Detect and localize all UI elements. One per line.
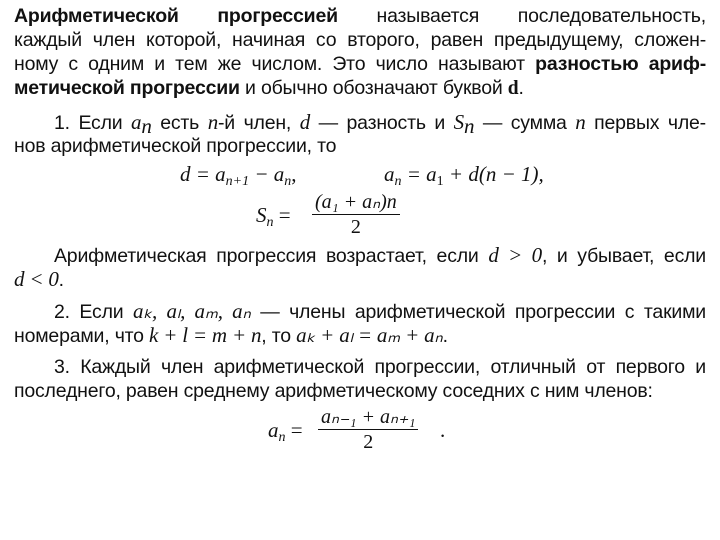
formula-nth-term: $a_n = a_1 + d(n - 1)$, [384, 162, 544, 189]
item3-line-2: последнего, равен среднему арифметическому соседних с ним членов: [14, 380, 653, 402]
formula-mean-period: . [440, 418, 446, 442]
item1-line-1: 1. Если $a_n$ есть n-й член, d — разность и $S_n$ — сумма n первых чле- [54, 110, 706, 138]
definition-line-1: Арифметической прогрессией называется последовательность, [14, 5, 706, 27]
formula-difference: $d = a_{n+1} - a_n$, [180, 162, 297, 189]
item2-line-1: 2. Если aₖ, aₗ, aₘ, aₙ — члены арифметической прогрессии с такими [54, 299, 706, 323]
item2-line-2: номерами, что k + l = m + n, то aₖ + aₗ = aₘ + aₙ. [14, 323, 448, 347]
item1-line-2: нов арифметической прогрессии, то [14, 135, 337, 157]
formula-sum-lhs: $S_n$ = [256, 203, 291, 230]
definition-line-2: каждый член которой, начиная со второго, равен предыдущему, сложен- [14, 29, 706, 51]
monotone-line-2: d < 0. [14, 267, 64, 291]
item3-line-1: 3. Каждый член арифметической прогрессии, отличный от первого и [54, 356, 706, 378]
definition-line-3: ному с одним и тем же числом. Это число называют разностью ариф- [14, 53, 707, 75]
formula-mean-fraction [318, 405, 418, 454]
letter-d: d [507, 78, 519, 99]
mean-denominator: 2 [363, 431, 374, 453]
term-arithmetic-progression: Арифметической прогрессией [14, 5, 338, 27]
term-difference: разностью ариф- [535, 53, 707, 75]
definition-line-4: метической прогрессии и обычно обозначают буквой d. [14, 77, 524, 99]
monotone-line-1: Арифметическая прогрессия возрастает, если d > 0, и убывает, если [54, 243, 707, 267]
sum-denominator: 2 [350, 216, 361, 238]
mean-numerator: aₙ₋₁ + aₙ₊₁ [318, 405, 418, 430]
formula-sum-fraction [312, 190, 400, 239]
sum-numerator: (a₁ + aₙ)n [312, 190, 400, 215]
formula-mean-lhs: $a_n$ = [268, 418, 303, 445]
